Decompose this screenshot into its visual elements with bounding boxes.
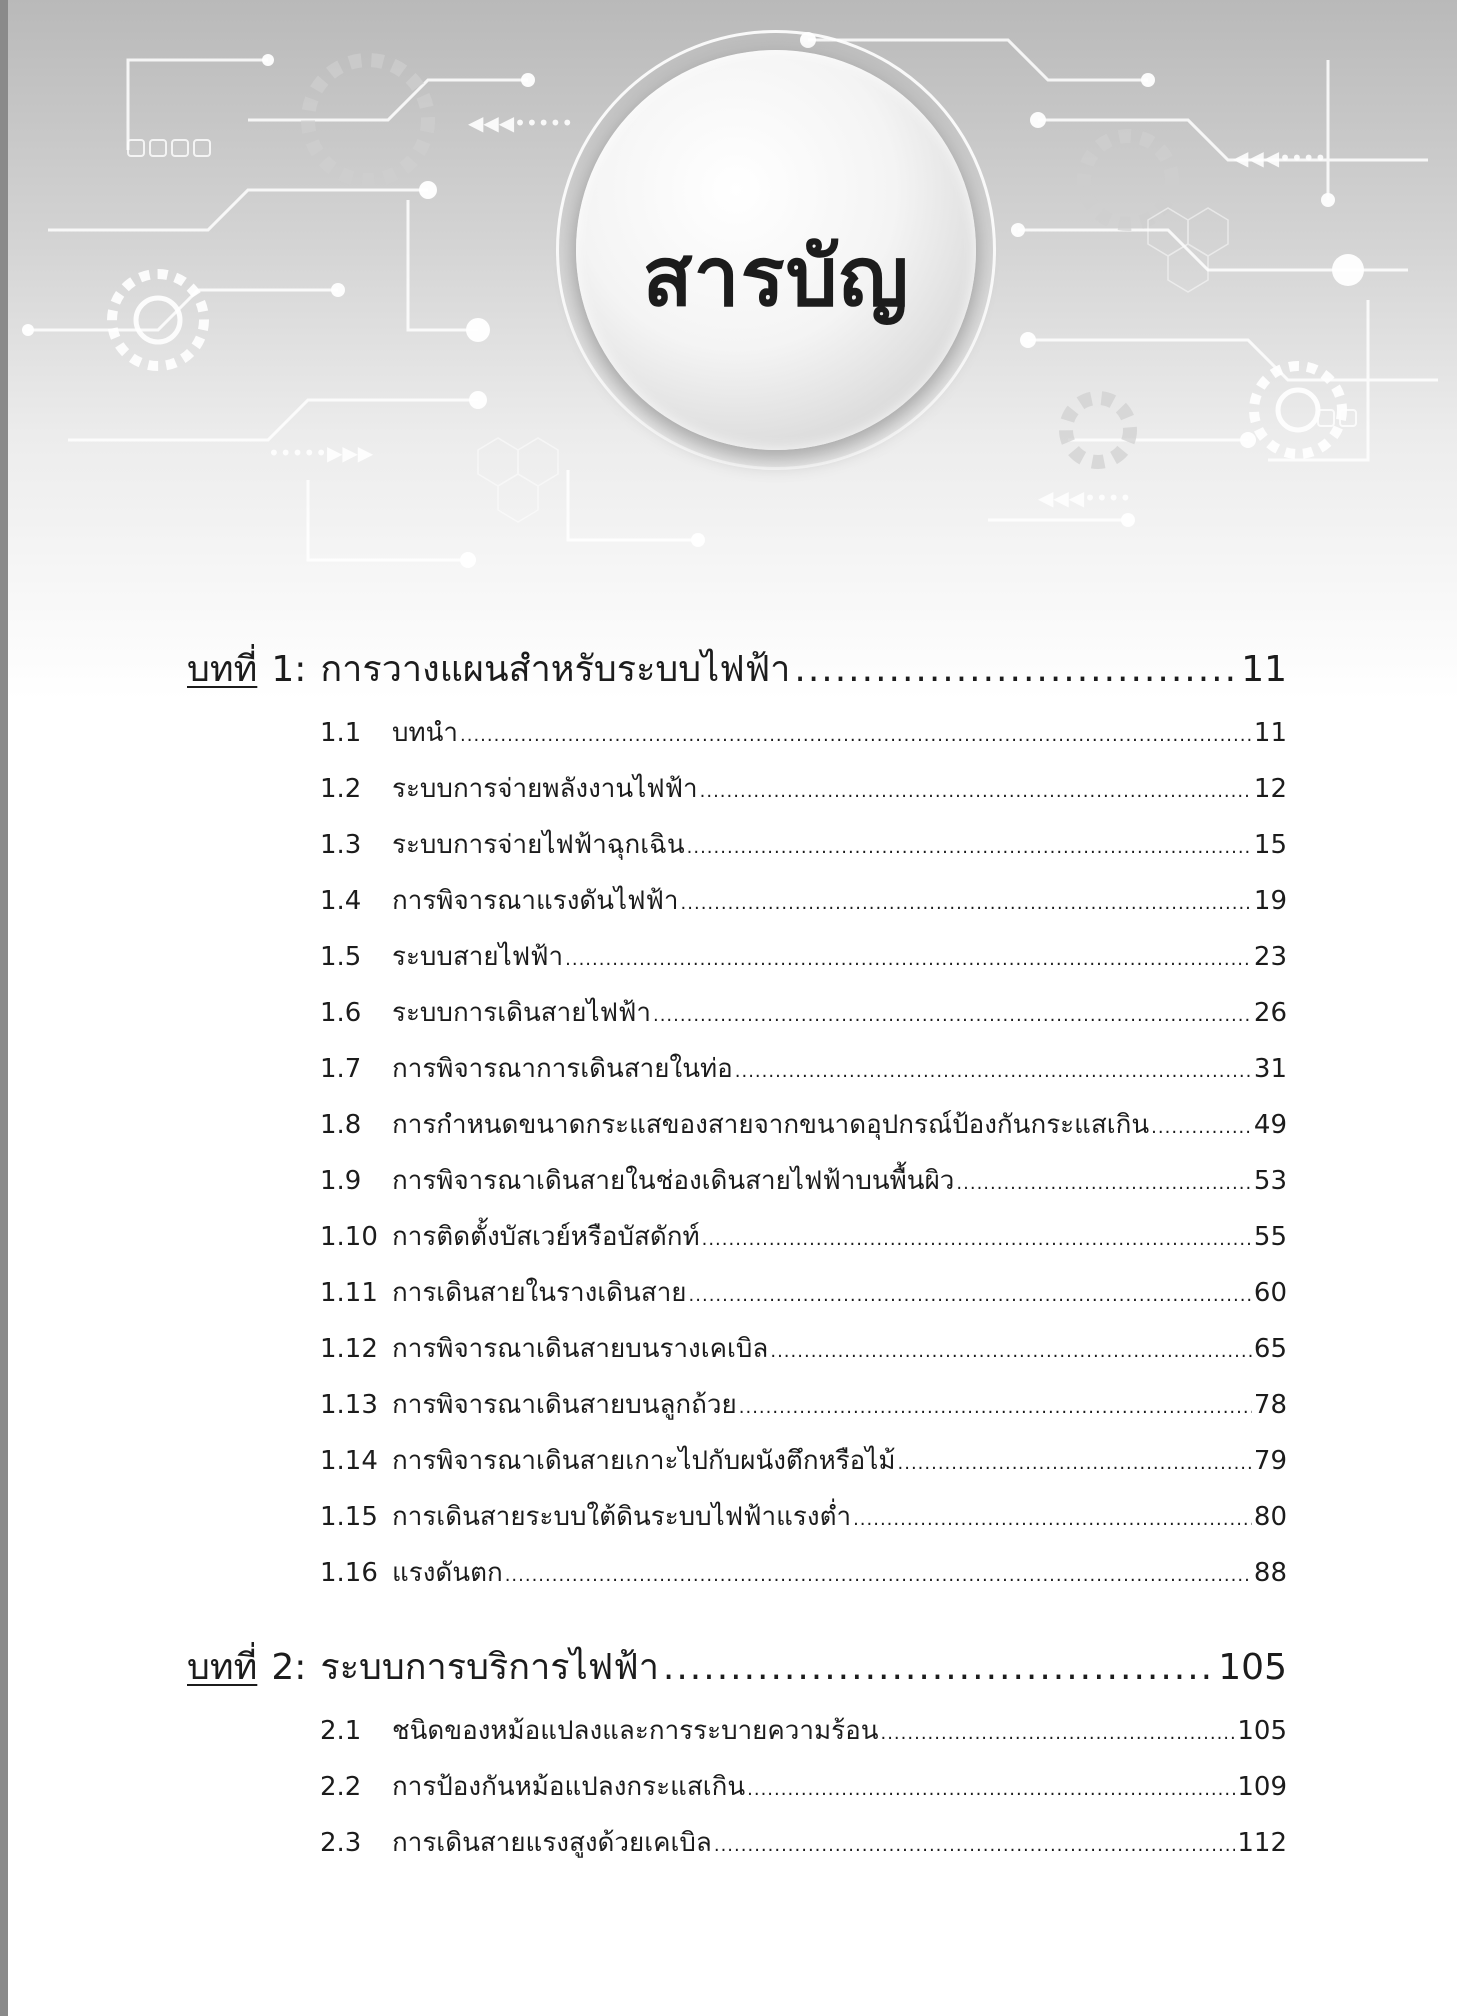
section-page-number: 65 (1253, 1334, 1287, 1364)
dot-leader (735, 1061, 1252, 1082)
section-title: ระบบการเดินสายไฟฟ้า (392, 998, 651, 1028)
toc-entry[interactable] (320, 1766, 1287, 1808)
section-number: 1.15 (320, 1502, 378, 1532)
section-page-number: 112 (1237, 1828, 1287, 1858)
section-title: ชนิดของหม้อแปลงและการระบายความร้อน (392, 1716, 879, 1746)
section-number: 1.12 (320, 1334, 378, 1364)
section-number: 1.9 (320, 1166, 362, 1196)
section-page-number: 15 (1253, 830, 1287, 860)
chapter-page-number: 11 (1241, 649, 1287, 690)
section-number: 2.2 (320, 1772, 362, 1802)
toc-entry[interactable] (320, 992, 1287, 1034)
section-page-number: 12 (1253, 774, 1287, 804)
section-title: การเดินสายในรางเดินสาย (392, 1278, 687, 1308)
section-page-number: 79 (1253, 1446, 1287, 1476)
section-title: การป้องกันหม้อแปลงกระแสเกิน (392, 1772, 746, 1802)
section-page-number: 11 (1253, 718, 1287, 748)
section-number: 1.2 (320, 774, 362, 804)
toc-entry[interactable] (320, 1216, 1287, 1258)
dot-leader (898, 1453, 1252, 1474)
section-title: การพิจารณาเดินสายบนรางเคเบิล (392, 1334, 769, 1364)
chapter-page-number: 105 (1218, 1647, 1287, 1688)
section-page-number: 26 (1253, 998, 1287, 1028)
toc-entry[interactable] (320, 1552, 1287, 1594)
dot-leader (1151, 1117, 1252, 1138)
section-number: 1.11 (320, 1278, 378, 1308)
section-page-number: 19 (1253, 886, 1287, 916)
section-page-number: 80 (1253, 1502, 1287, 1532)
dot-leader (770, 1341, 1252, 1362)
section-number: 1.8 (320, 1110, 362, 1140)
chapter-word: บทที่ (187, 649, 258, 690)
section-page-number: 78 (1253, 1390, 1287, 1420)
section-title: ระบบการจ่ายพลังงานไฟฟ้า (392, 774, 698, 804)
dot-leader (505, 1565, 1252, 1586)
section-title: แรงดันตก (392, 1558, 503, 1588)
chapter-heading[interactable] (187, 1638, 1287, 1694)
chapter-number: 2: (271, 1647, 307, 1688)
section-number: 2.3 (320, 1828, 362, 1858)
toc-entry[interactable] (320, 1384, 1287, 1426)
toc-entry[interactable] (320, 1496, 1287, 1538)
dot-leader (700, 781, 1252, 802)
section-number: 1.10 (320, 1222, 378, 1252)
dot-leader (687, 837, 1252, 858)
circuit-header-banner (8, 0, 1457, 700)
dot-leader (653, 1005, 1252, 1026)
dot-leader (853, 1509, 1252, 1530)
page-title: สารบัญ (642, 230, 910, 325)
dot-leader (956, 1173, 1252, 1194)
dot-leader (460, 725, 1252, 746)
section-title: การพิจารณาแรงดันไฟฟ้า (392, 886, 679, 916)
dot-leader (714, 1835, 1236, 1856)
dot-leader (794, 649, 1237, 690)
toc-entry[interactable] (320, 1160, 1287, 1202)
section-title: การพิจารณาเดินสายในช่องเดินสายไฟฟ้าบนพื้นผิว (392, 1166, 955, 1196)
section-title: การเดินสายแรงสูงด้วยเคเบิล (392, 1828, 712, 1858)
chapter-heading[interactable] (187, 640, 1287, 696)
section-number: 1.1 (320, 718, 362, 748)
dot-leader (880, 1723, 1235, 1744)
section-title: การพิจารณาเดินสายบนลูกถ้วย (392, 1390, 737, 1420)
section-page-number: 49 (1253, 1110, 1287, 1140)
section-number: 1.14 (320, 1446, 378, 1476)
section-number: 1.6 (320, 998, 362, 1028)
toc-entry[interactable] (320, 1048, 1287, 1090)
toc-entry[interactable] (320, 824, 1287, 866)
section-number: 1.5 (320, 942, 362, 972)
dot-leader (689, 1285, 1252, 1306)
chapter-title: ระบบการบริการไฟฟ้า (320, 1647, 659, 1688)
section-number: 1.13 (320, 1390, 378, 1420)
chapter-number: 1: (271, 649, 307, 690)
section-page-number: 55 (1253, 1222, 1287, 1252)
dot-leader (702, 1229, 1252, 1250)
toc-entry[interactable] (320, 1710, 1287, 1752)
section-number: 2.1 (320, 1716, 362, 1746)
dot-leader (681, 893, 1252, 914)
section-page-number: 31 (1253, 1054, 1287, 1084)
toc-entry[interactable] (320, 880, 1287, 922)
svg-text:◀◀◀••••: ◀◀◀•••• (1038, 486, 1132, 510)
toc-entry[interactable] (320, 1272, 1287, 1314)
toc-entry[interactable] (320, 1822, 1287, 1864)
chapter-word: บทที่ (187, 1647, 258, 1688)
section-page-number: 88 (1253, 1558, 1287, 1588)
section-title: การติดตั้งบัสเวย์หรือบัสดักท์ (392, 1222, 700, 1252)
toc-entry[interactable] (320, 768, 1287, 810)
section-title: ระบบสายไฟฟ้า (392, 942, 564, 972)
dot-leader (747, 1779, 1235, 1800)
svg-text:◀◀◀•••••: ◀◀◀••••• (468, 111, 574, 135)
toc-entry[interactable] (320, 936, 1287, 978)
section-page-number: 105 (1237, 1716, 1287, 1746)
section-page-number: 53 (1253, 1166, 1287, 1196)
section-title: การเดินสายระบบใต้ดินระบบไฟฟ้าแรงต่ำ (392, 1502, 852, 1532)
section-title: บทนำ (392, 718, 459, 748)
toc-entry[interactable] (320, 1104, 1287, 1146)
section-number: 1.16 (320, 1558, 378, 1588)
svg-text:◀◀◀••••: ◀◀◀•••• (1233, 146, 1327, 170)
section-number: 1.7 (320, 1054, 362, 1084)
section-page-number: 23 (1253, 942, 1287, 972)
section-title: ระบบการจ่ายไฟฟ้าฉุกเฉิน (392, 830, 685, 860)
section-title: การพิจารณาการเดินสายในท่อ (392, 1054, 733, 1084)
dot-leader (663, 1647, 1214, 1688)
toc-entry[interactable] (320, 1328, 1287, 1370)
section-number: 1.3 (320, 830, 362, 860)
section-page-number: 60 (1253, 1278, 1287, 1308)
chapter-title: การวางแผนสำหรับระบบไฟฟ้า (320, 649, 791, 690)
dot-leader (739, 1397, 1252, 1418)
section-number: 1.4 (320, 886, 362, 916)
svg-text:•••••▶▶▶: •••••▶▶▶ (268, 441, 374, 465)
section-title: การพิจารณาเดินสายเกาะไปกับผนังตึกหรือไม้ (392, 1446, 896, 1476)
toc-entry[interactable] (320, 1440, 1287, 1482)
section-title: การกำหนดขนาดกระแสของสายจากขนาดอุปกรณ์ป้องกันกระแสเกิน (392, 1110, 1150, 1140)
page-edge (0, 0, 8, 2016)
toc-entry[interactable] (320, 712, 1287, 754)
section-page-number: 109 (1237, 1772, 1287, 1802)
dot-leader (565, 949, 1252, 970)
